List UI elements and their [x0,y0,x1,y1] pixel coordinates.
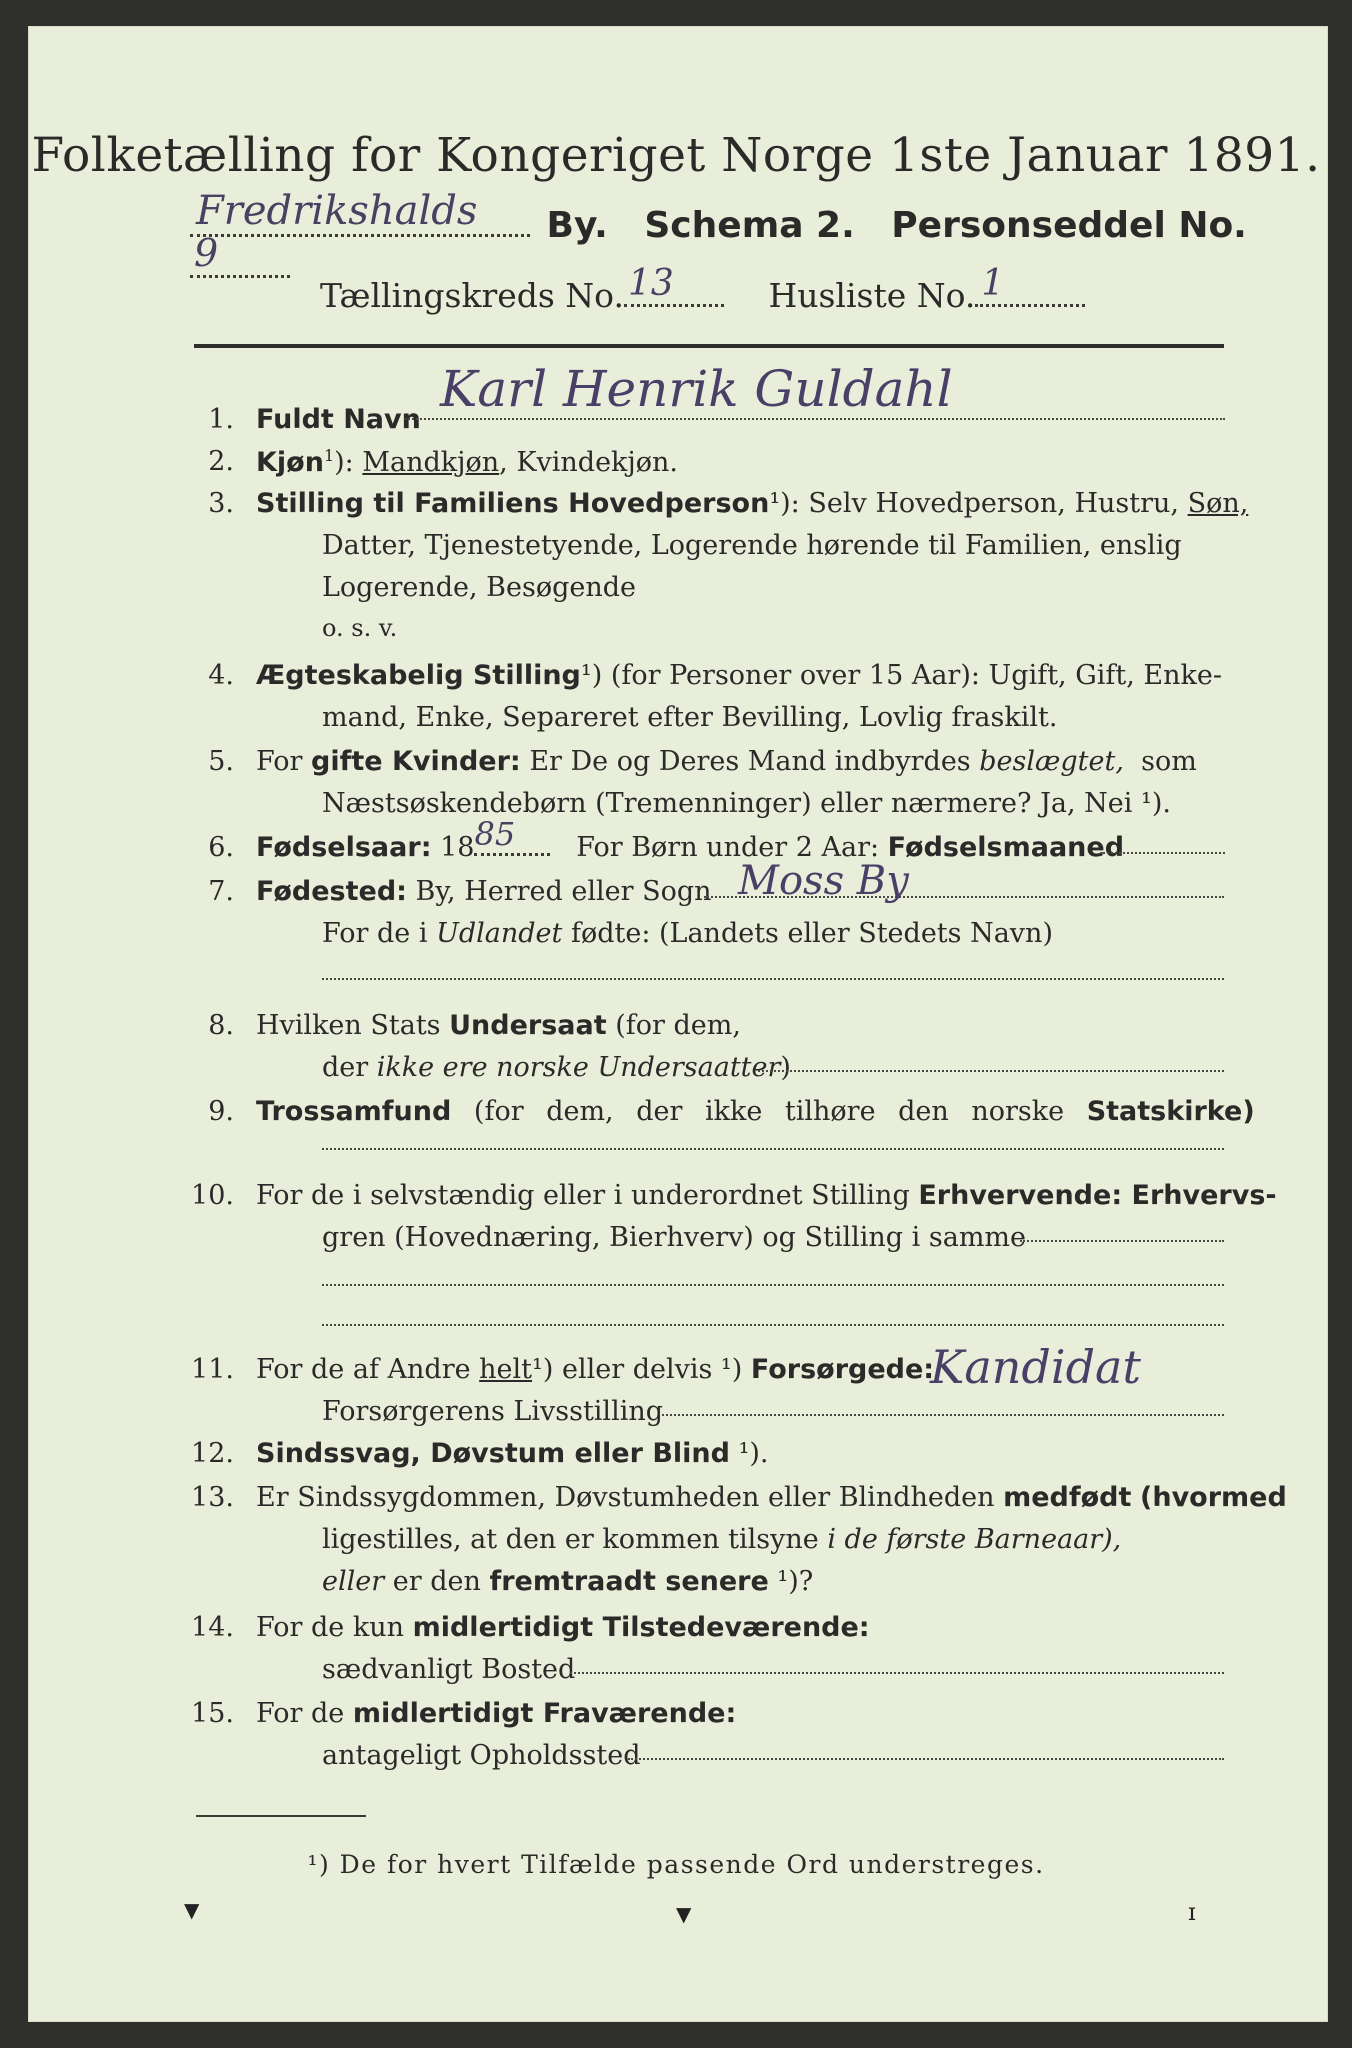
item-line1-post: (for dem, [615,1010,741,1041]
item-label: Fødested: [256,876,407,907]
item-italic: beslægtet, [979,746,1124,777]
item-number: 5. [208,746,234,777]
provider-handwritten: Kandidat [930,1340,1141,1394]
item-line2: Forsørgerens Livsstilling [322,1396,664,1427]
colon: ): [334,447,354,478]
item-text [256,1482,1287,1513]
answer-line [322,1324,1224,1326]
item-prefix: For [256,746,303,777]
item-number: 14. [191,1612,234,1643]
footnote-rule [196,1815,366,1817]
item-prefix: For de kun [256,1612,404,1643]
item-line2: antageligt Opholdssted [322,1740,641,1771]
item-line1: Selv Hovedperson, Hustru, [808,488,1179,519]
header-line-city [190,188,1352,287]
item-line1-mid: ¹) eller delvis ¹) [532,1354,743,1385]
item-line1: ¹) (for Personer over 15 Aar): Ugift, Gift, Enke- [580,660,1222,691]
footnote: ¹) De for hvert Tilfælde passende Ord understreges. [307,1850,1045,1879]
underlined-helt: helt [479,1354,533,1385]
item-rest: ¹). [729,1438,769,1469]
item-number: 2. [208,446,234,477]
form-title: Folketælling for Kongeriget Norge 1ste Januar 1891. [31,128,1321,183]
registration-mark-icon: ɪ [1188,1898,1196,1926]
item-text [256,876,712,907]
item-mid: For Børn under 2 Aar: [576,832,880,863]
answer-line [662,1414,1224,1416]
item-line2 [322,918,1053,949]
line2-italic: Udlandet [436,918,563,949]
line2-post: ) [780,1052,791,1083]
item-text [256,1096,1255,1127]
item-line2: sædvanligt Bosted [322,1654,576,1685]
item-text [256,488,1248,519]
underlined-son: Søn, [1187,488,1249,519]
item-number: 6. [208,832,234,863]
answer-line [758,1070,1224,1072]
item-label: Fuldt Navn [256,404,421,435]
item-label2: Statskirke) [1086,1096,1255,1127]
item-label: Forsørgede: [750,1354,935,1385]
header-line-kreds [320,263,1085,315]
year-prefix: 18 [440,832,475,863]
year-handwritten: 85 [474,815,516,853]
personseddel-no-handwritten: 9 [194,231,219,275]
personseddel-label: Personseddel No. [891,205,1247,246]
answer-line [628,1758,1224,1760]
item-line3: Logerende, Besøgende [322,572,636,603]
item-label: gifte Kvinder: [311,746,521,777]
item-label: Ægteskabelig Stilling [256,660,581,691]
item-line2 [322,1524,1121,1555]
item-line1-end: som [1141,746,1197,777]
item-label: Trossamfund [256,1096,452,1127]
item-number: 3. [208,488,234,519]
item-text [256,1438,769,1469]
kreds-no-handwritten: 13 [627,263,674,304]
item-line1-pre: For de i selvstændig eller i underordnet Stilling [256,1180,910,1211]
line2-post: fødte: (Landets eller Stedets Navn) [570,918,1053,949]
item-number: 13. [191,1482,234,1513]
registration-mark-icon: ▼ [184,1898,200,1922]
city-handwritten: Fredrikshalds [196,188,478,234]
line3-mid: er den [392,1566,481,1597]
answer-line [1100,852,1225,854]
item-label: midlertidigt Fraværende: [352,1698,737,1729]
item-label: Erhvervende: Erhvervs- [918,1180,1277,1211]
item-line1-pre: Er Sindssygdommen, Døvstumheden eller Blindheden [256,1482,995,1513]
item-text [256,1180,1277,1211]
line2-pre: For de i [322,918,428,949]
answer-line [322,1284,1224,1286]
line3-post: ¹)? [768,1566,814,1597]
item-prefix: For de [256,1698,345,1729]
item-line2: Næstsøskendebørn (Tremenninger) eller nærmere? Ja, Nei ¹). [322,788,1171,819]
item-line1: Er De og Deres Mand indbyrdes [529,746,971,777]
kreds-label: Tællingskreds No. [320,276,624,315]
item-label2: Fødselsmaaned [887,832,1125,863]
line3-italic: eller [322,1566,385,1597]
item-number: 4. [208,660,234,691]
item-text [256,815,1125,863]
item-label: medfødt [1003,1482,1132,1513]
item-line3 [322,1566,813,1597]
item-label2: fremtraadt senere [489,1566,769,1597]
item-label: Stilling til Familiens Hovedperson [256,488,770,519]
item-text [256,1698,736,1729]
item-line2: gren (Hovednæring, Bierhverv) og Stilling i samme [322,1222,1027,1253]
answer-line [405,418,1225,420]
answer-line [570,1672,1224,1674]
line2-italic: ikke ere norske Undersaatter [376,1052,781,1083]
footnote-mark: 1 [323,446,335,465]
husliste-label: Husliste No. [768,276,976,315]
name-handwritten: Karl Henrik Guldahl [440,360,953,418]
item-line1-post: (hvormed [1140,1482,1287,1513]
item-text [256,446,678,478]
item-rest: , Kvindekjøn. [499,447,679,478]
item-number: 12. [191,1438,234,1469]
item-line2 [322,1052,791,1083]
line2-pre: ligestilles, at den er kommen tilsyne [322,1524,819,1555]
item-rest: (for dem, der ikke tilhøre den norske [473,1096,1065,1127]
item-line2: Datter, Tjenestetyende, Logerende hørende til Familien, enslig [322,530,1182,561]
item-text [256,1354,934,1385]
item-line1-pre: Hvilken Stats [256,1010,441,1041]
registration-mark-icon: ▼ [676,1902,692,1926]
item-number: 11. [191,1354,234,1385]
item-line1-pre: For de af Andre [256,1354,471,1385]
item-text [256,1010,741,1041]
header-rule [194,344,1224,348]
underlined-mandkjon: Mandkjøn [362,447,500,478]
line2-pre: der [322,1052,369,1083]
item-number: 15. [191,1698,234,1729]
item-number: 9. [208,1096,234,1127]
item-number: 7. [208,876,234,907]
answer-line [322,1148,1224,1150]
item-label: Fødselsaar: [256,832,432,863]
birthplace-handwritten: Moss By [738,858,909,904]
item-line1: By, Herred eller Sogn [415,876,712,907]
line2-italic: i de første Barneaar), [827,1524,1122,1555]
husliste-no-handwritten: 1 [981,263,1005,304]
item-label: midlertidigt Tilstedeværende: [412,1612,870,1643]
schema-label: Schema 2. [644,205,855,246]
answer-line [322,978,1224,980]
item-line4: o. s. v. [322,614,398,642]
item-line2: mand, Enke, Separeret efter Bevilling, Lovlig fraskilt. [322,702,1058,733]
item-number: 1. [208,404,234,435]
item-text [256,660,1222,691]
item-text [256,1612,870,1643]
item-number: 8. [208,1010,234,1041]
answer-line [1020,1240,1224,1242]
by-label: By. [546,205,608,246]
item-number: 10. [191,1180,234,1211]
item-label: Sindssvag, Døvstum eller Blind [256,1438,730,1469]
item-label: Kjøn [256,447,324,478]
item-text [256,746,1197,777]
item-label: Undersaat [449,1010,607,1041]
footnote-mark: ¹): [769,488,800,519]
